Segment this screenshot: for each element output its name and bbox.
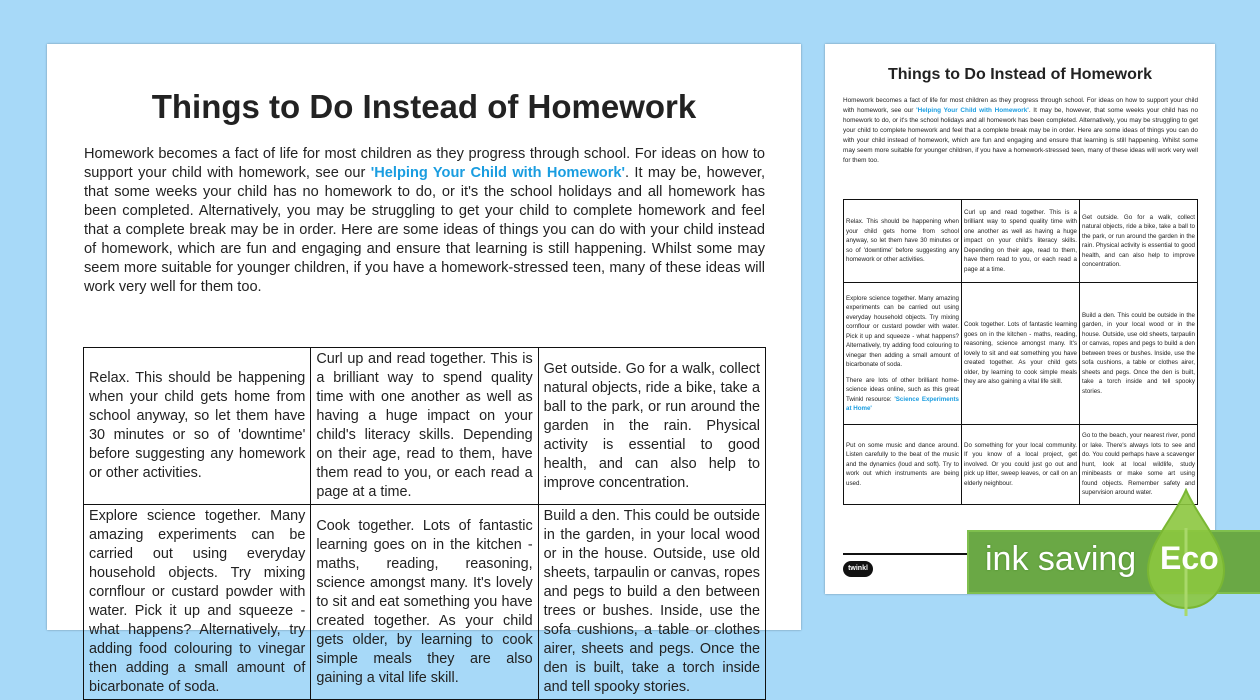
intro-text: . It may be, however, that some weeks your child has no homework to do, or it's the school holidays and all homework has been completed. Alternatively, you may be struggling to get your child to complete homework and feel that a complete break may be in order. Here are some ideas of things you can do with your child instead of homework, which are fun and engaging and ensure that learning is still happening. Whilst some may seem more suitable for younger children, if you have a homework-stressed teen, many of these ideas will work very well for them too. bbox=[84, 165, 765, 295]
document-title: Things to Do Instead of Homework bbox=[887, 66, 1152, 83]
table-cell: Relax. This should be happening when your child gets home from school anyway, so let them have 30 minutes or so of 'downtime' before suggesting any homework or other activities. bbox=[84, 348, 311, 505]
table-cell: Get outside. Go for a walk, collect natural objects, ride a bike, take a ball to the park, or run around the garden in the rain. Physical activity is essential to good health, and can also help to improve concentration. bbox=[538, 348, 765, 505]
intro-text: Homework becomes a fact of life for most children as they progress through school. For ideas on how to support your child with homework, see our bbox=[843, 97, 1198, 114]
activities-table bbox=[83, 347, 766, 700]
table-cell: Get outside. Go for a walk, collect natural objects, ride a bike, take a ball to the park, or run around the garden in the rain. Physical activity is essential to good health, and can also help to improve concentration. bbox=[1080, 200, 1198, 283]
intro-text: . It may be, however, that some weeks your child has no homework to do, or it's the school holidays and all homework has been completed. Alternatively, you may be struggling to get your child to complete homework and feel that a complete break may be in order. Here are some ideas of things you can do with your child instead of homework, which are fun and engaging and ensure that learning is still happening. Whilst some may seem more suitable for younger children, if you have a homework-stressed teen, many of these ideas will work very well for them too. bbox=[843, 107, 1199, 164]
eco-label: Eco bbox=[1160, 540, 1219, 576]
table-cell: Explore science together. Many amazing experiments can be carried out using everyday household objects. Try mixing cornflour or custard powder with water. Pick it up and squeeze - what happens? Alternatively, try adding food colouring to vinegar then adding a small amount of bicarbonate of soda. bbox=[84, 505, 311, 700]
helping-homework-link[interactable]: 'Helping Your Child with Homework' bbox=[916, 107, 1029, 114]
table-cell: Do something for your local community. If you know of a local project, get involved. Or you could just go out and pick up litter, sweep leaves, or call on an elderly neighbour. bbox=[962, 425, 1080, 505]
intro-paragraph bbox=[843, 96, 1198, 166]
science-experiments-link[interactable]: 'Science Experiments at Home' bbox=[846, 395, 959, 412]
intro-text: Homework becomes a fact of life for most children as they progress through school. For ideas on how to support your child with homework, see our bbox=[84, 146, 765, 181]
document-title: Things to Do Instead of Homework bbox=[151, 88, 697, 125]
table-cell: Build a den. This could be outside in the garden, in your local wood or in the house. Outside, use old sheets, tarpaulin or canvas, ropes and pegs to build a den between trees or bushes. Inside, use the sofa cushions, a table or clothes airer, sheets and pegs. Once the den is built, take a torch inside and tell spooky stories. bbox=[1080, 283, 1198, 425]
activities-table bbox=[843, 199, 1198, 505]
table-cell: Cook together. Lots of fantastic learning goes on in the kitchen - maths, reading, reasoning, science amongst many. It's lovely to sit and eat something you have created together. As your child gets older, by learning to cook simple meals they are also gaining a vital life skill. bbox=[962, 283, 1080, 425]
table-cell: Curl up and read together. This is a brilliant way to spend quality time with one another as well as having a huge impact on your child's literacy skills. Depending on their age, read to them, have them read to you, or each read a page at a time. bbox=[962, 200, 1080, 283]
cell-text bbox=[846, 376, 959, 414]
ink-saving-label: ink saving bbox=[985, 540, 1137, 578]
table-cell: Put on some music and dance around. Listen carefully to the beat of the music and the dynamics (loud and soft). Try to work out which instruments are being used. bbox=[844, 425, 962, 505]
cell-text: Explore science together. Many amazing experiments can be carried out using everyday household objects. Try mixing cornflour or custard powder with water. Pick it up and squeeze - what happens? Alternatively, try adding food colouring to vinegar then adding a small amount of bicarbonate of soda. bbox=[846, 294, 959, 368]
document-preview-large bbox=[47, 44, 801, 695]
cell-text-extra: There are lots of other brilliant home-science ideas online, such as this great Twinkl resource: bbox=[846, 376, 959, 403]
helping-homework-link[interactable]: 'Helping Your Child with Homework' bbox=[370, 165, 625, 181]
table-cell: Curl up and read together. This is a brilliant way to spend quality time with one another as well as having a huge impact on your child's literacy skills. Depending on their age, read to them, have them read to you, or each read a page at a time. bbox=[311, 348, 538, 505]
intro-paragraph bbox=[84, 145, 765, 297]
footer-divider bbox=[843, 553, 983, 555]
table-cell: Build a den. This could be outside in the garden, in your local wood or in the house. Outside, use old sheets, tarpaulin or canvas, ropes and pegs to build a den between trees or bushes. Inside, use the sofa cushions, a table or clothes airer, sheets and pegs. Once the den is built, take a torch inside and tell spooky stories. bbox=[538, 505, 765, 700]
twinkl-logo: twinkl bbox=[843, 561, 873, 577]
table-cell: Go to the beach, your nearest river, pond or lake. There's always lots to see and do. You could perhaps have a scavenger hunt, look at local wildlife, study minibeasts or make some art using found objects. Remember safety and supervision around water. bbox=[1080, 425, 1198, 505]
table-cell: Relax. This should be happening when your child gets home from school anyway, so let them have 30 minutes or so of 'downtime' before suggesting any homework or other activities. bbox=[844, 200, 962, 283]
table-cell bbox=[844, 283, 962, 425]
table-cell: Cook together. Lots of fantastic learning goes on in the kitchen - maths, reading, reasoning, science amongst many. It's lovely to sit and eat something you have created together. As your child gets older, by learning to cook simple meals they are also gaining a vital life skill. bbox=[311, 505, 538, 700]
